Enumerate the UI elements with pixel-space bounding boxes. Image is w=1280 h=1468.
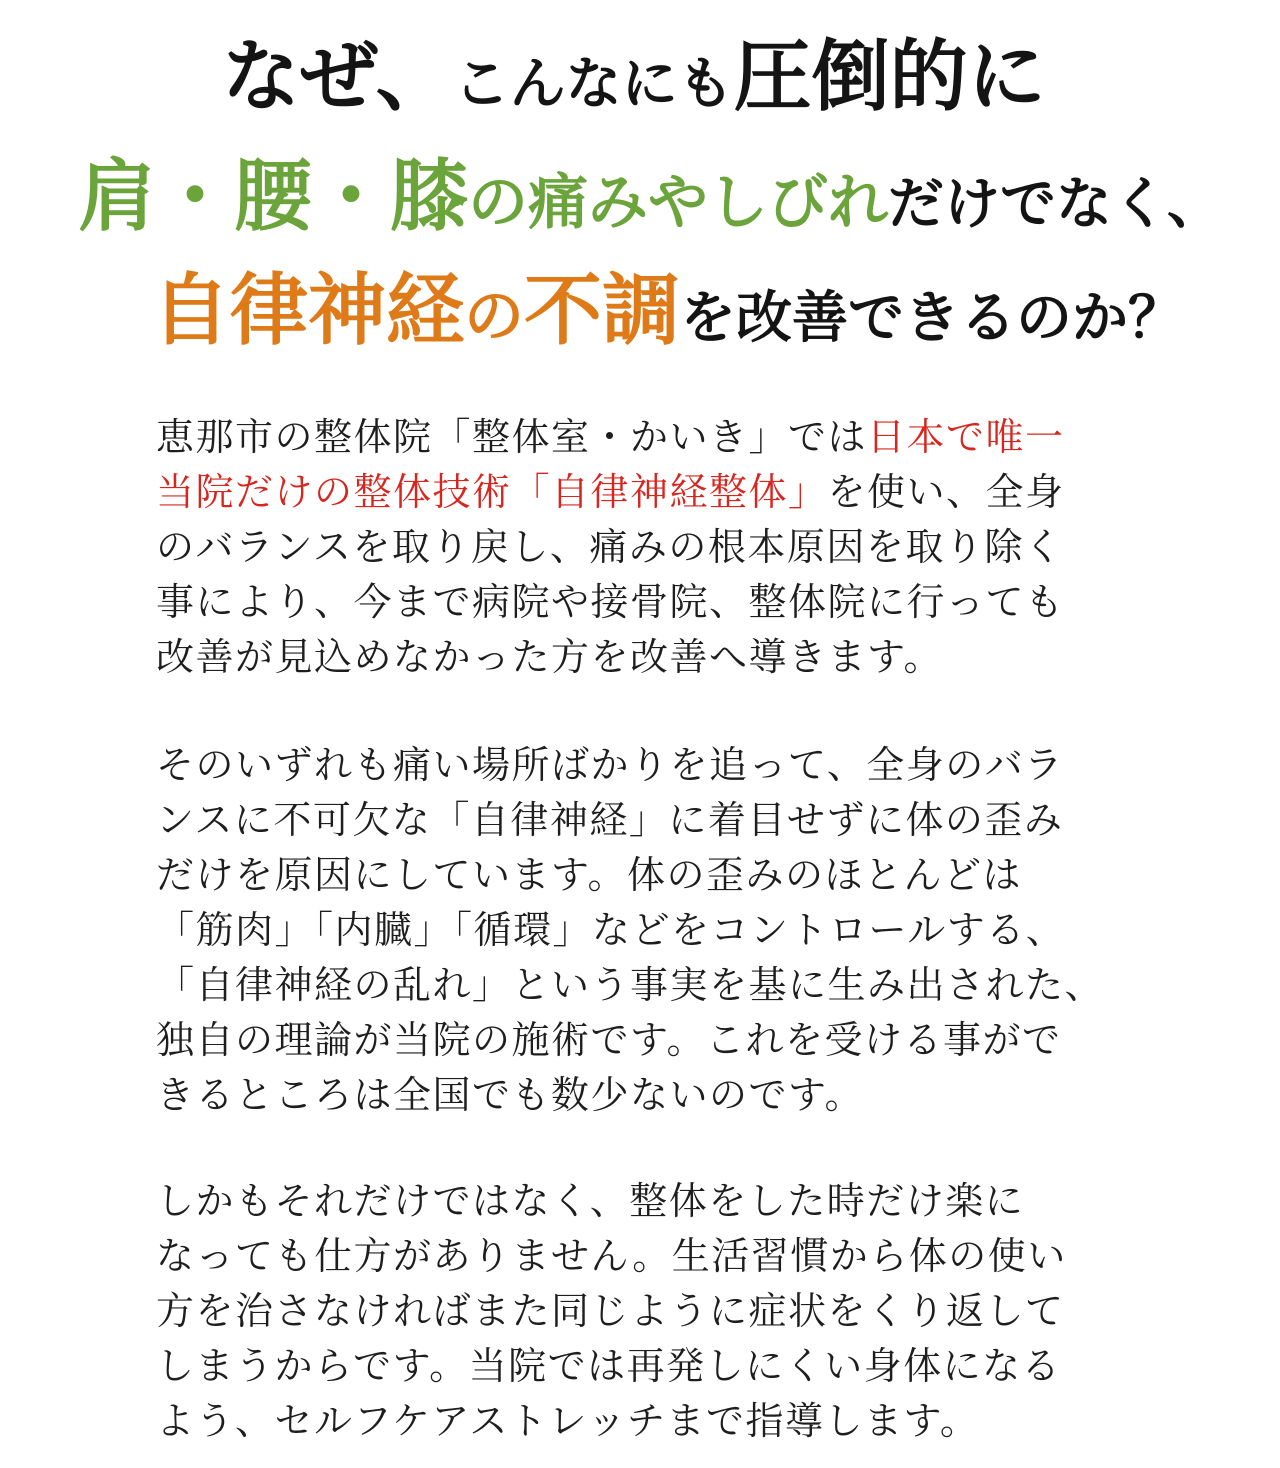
headline-not-only: だけでなく、 bbox=[888, 171, 1223, 237]
paragraph-line: 「自律神経の乱れ」という事実を基に生み出された、 bbox=[156, 963, 1105, 1007]
headline-line-2 bbox=[78, 151, 1280, 242]
paragraph-line bbox=[156, 410, 1156, 465]
paragraph-line: 改善が見込めなかった方を改善へ導きます。 bbox=[156, 635, 943, 679]
paragraph-explanation bbox=[156, 738, 1156, 1123]
paragraph-line: しまうからです。当院では再発しにくい身体になる bbox=[156, 1344, 1062, 1388]
paragraph-line: 独自の理論が当院の施術です。これを受ける事がで bbox=[156, 1018, 1062, 1062]
paragraph-line: 方を治さなければまた同じように症状をくり返して bbox=[156, 1289, 1065, 1333]
paragraph-line: そのいずれも痛い場所ばかりを追って、全身のバラ bbox=[156, 743, 1064, 787]
intro-line-2-text: を使い、全身 bbox=[827, 470, 1065, 514]
paragraph-line bbox=[156, 465, 1156, 520]
paragraph-line: なっても仕方がありません。生活習慣から体の使い bbox=[156, 1234, 1067, 1278]
intro-highlight-technique: 当院だけの整体技術「自律神経整体」 bbox=[156, 470, 828, 514]
paragraph-line: 「筋肉」「内臓」「循環」などをコントロールする、 bbox=[156, 908, 1066, 952]
paragraph-line: きるところは全国でも数少ないのです。 bbox=[156, 1073, 864, 1117]
headline-body-parts: 肩・腰・膝 bbox=[78, 151, 469, 242]
intro-line-1-text: 恵那市の整体院「整体室・かいき」では bbox=[156, 415, 868, 459]
paragraph-line: しかもそれだけではなく、整体をした時だけ楽に bbox=[156, 1179, 1025, 1223]
headline-pain-numbness: の痛みやしびれ bbox=[468, 168, 889, 238]
paragraph-line: ンスに不可欠な「自律神経」に着目せずに体の歪み bbox=[156, 798, 1064, 842]
paragraph-line: 事により、今まで病院や接骨院、整体院に行っても bbox=[156, 580, 1065, 624]
headline-this-much: こんなにも bbox=[453, 51, 734, 117]
headline-line-1 bbox=[222, 31, 1280, 122]
paragraph-line: だけを原因にしています。体の歪みのほとんどは bbox=[156, 853, 1022, 897]
paragraph-line: のバランスを取り戻し、痛みの根本原因を取り除く bbox=[156, 525, 1064, 569]
paragraph-line: よう、セルフケアストレッチまで指導します。 bbox=[156, 1399, 980, 1443]
headline-can-improve: を改善できるのか？ bbox=[680, 285, 1185, 351]
headline-disorder: 不調 bbox=[524, 265, 681, 356]
headline-why: なぜ、 bbox=[222, 31, 454, 122]
paragraph-intro bbox=[156, 410, 1156, 685]
headline-autonomic-nerves: 自律神経 bbox=[152, 265, 465, 356]
paragraph-selfcare bbox=[156, 1174, 1156, 1449]
headline-overwhelmingly: 圧倒的に bbox=[733, 31, 1046, 122]
headline-no-particle: の bbox=[464, 282, 525, 352]
intro-highlight-unique: 日本で唯一 bbox=[867, 415, 1065, 459]
headline-line-3 bbox=[152, 265, 1280, 356]
